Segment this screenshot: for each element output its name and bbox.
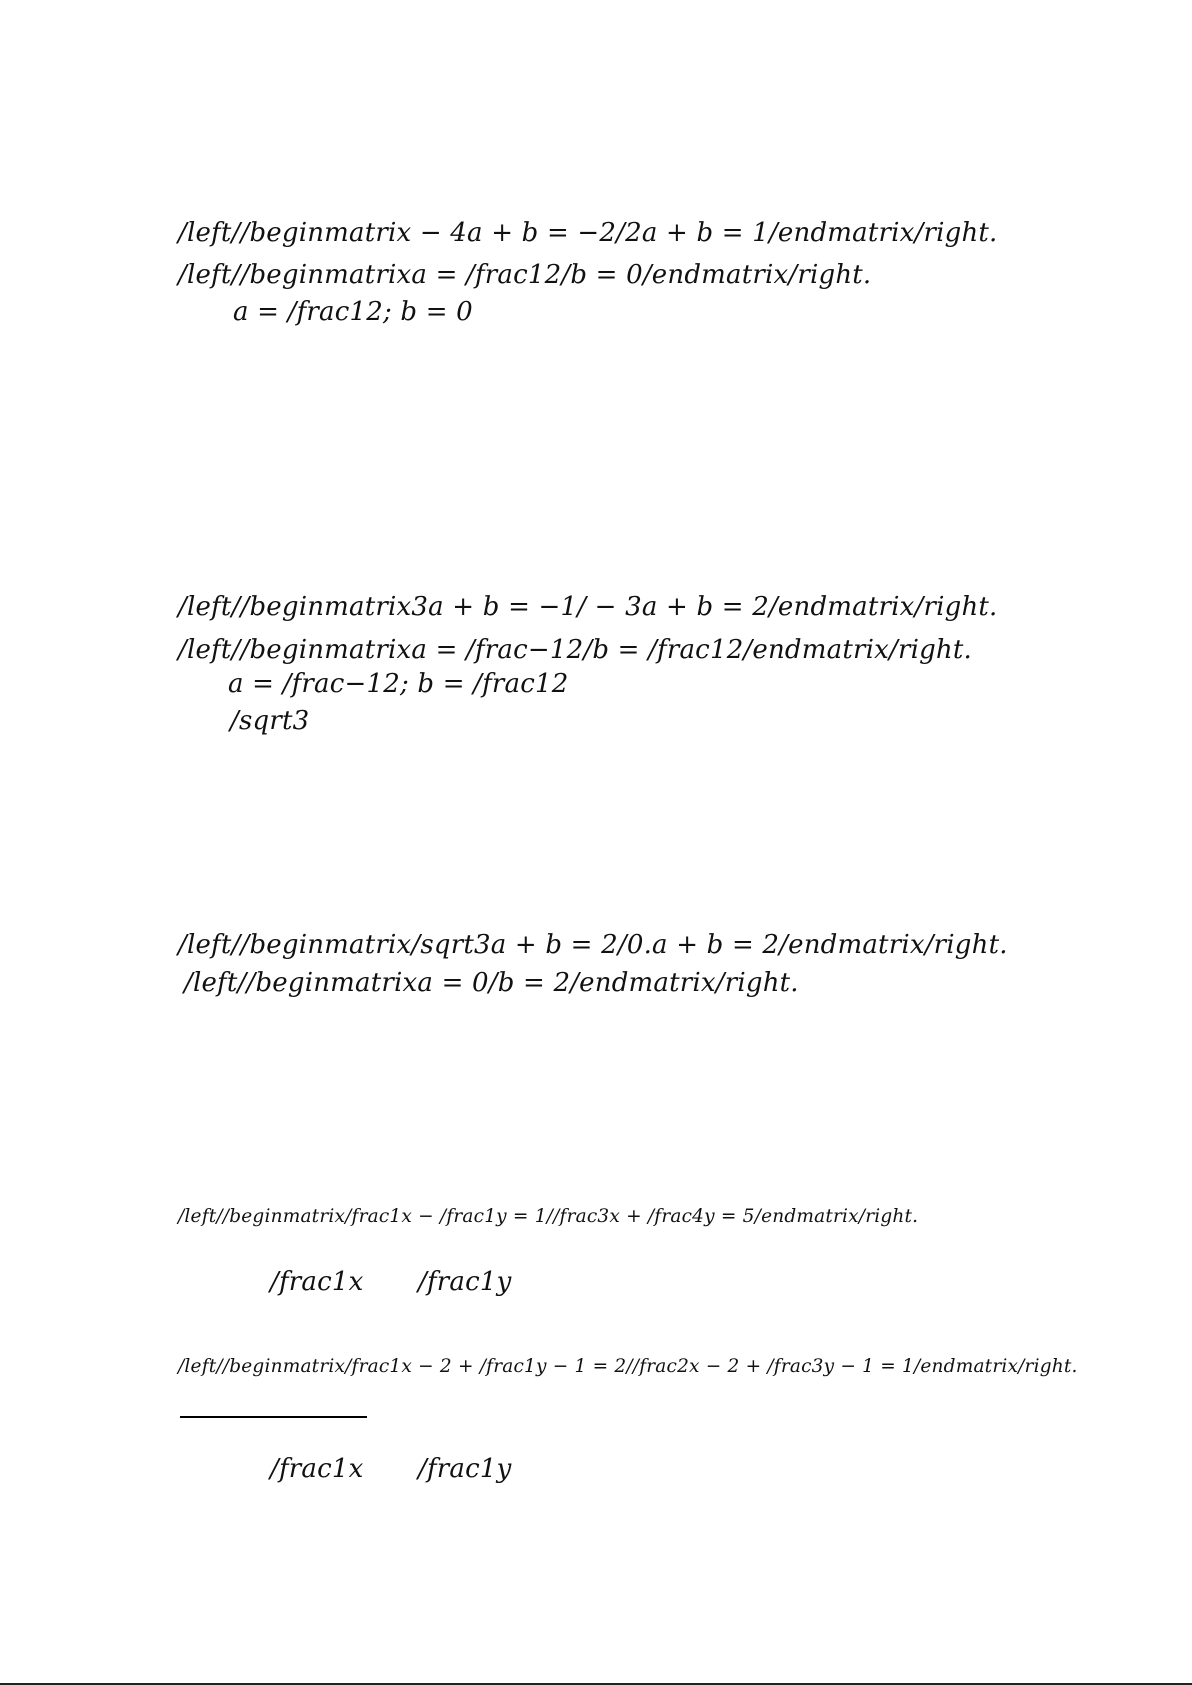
equation-line: /left//beginmatrixa = /frac12/b = 0/endmatrix/right. — [178, 260, 872, 290]
equation-line: /left//beginmatrix/frac1x − /frac1y = 1//frac3x + /frac4y = 5/endmatrix/right. — [178, 1206, 919, 1227]
equation-line: /left//beginmatrix − 4a + b = −2/2a + b = 1/endmatrix/right. — [178, 218, 998, 248]
equation-line: /sqrt3 — [230, 706, 310, 736]
horizontal-rule — [180, 1416, 367, 1418]
equation-line: /left//beginmatrixa = /frac−12/b = /frac12/endmatrix/right. — [178, 635, 972, 665]
equation-line: a = /frac12; b = 0 — [233, 297, 473, 327]
equation-line: /left//beginmatrixa = 0/b = 2/endmatrix/right. — [184, 968, 799, 998]
equation-line: /frac1x — [270, 1267, 364, 1297]
equation-line: a = /frac−12; b = /frac12 — [228, 669, 569, 699]
equation-line: /frac1y — [418, 1454, 512, 1484]
equation-line: /left//beginmatrix/frac1x − 2 + /frac1y − 1 = 2//frac2x − 2 + /frac3y − 1 = 1/endmatrix/right. — [178, 1356, 1078, 1377]
equation-line: /left//beginmatrix/sqrt3a + b = 2/0.a + b = 2/endmatrix/right. — [178, 930, 1008, 960]
equation-line: /left//beginmatrix3a + b = −1/ − 3a + b = 2/endmatrix/right. — [178, 592, 998, 622]
equation-line: /frac1x — [270, 1454, 364, 1484]
equation-line: /frac1y — [418, 1267, 512, 1297]
